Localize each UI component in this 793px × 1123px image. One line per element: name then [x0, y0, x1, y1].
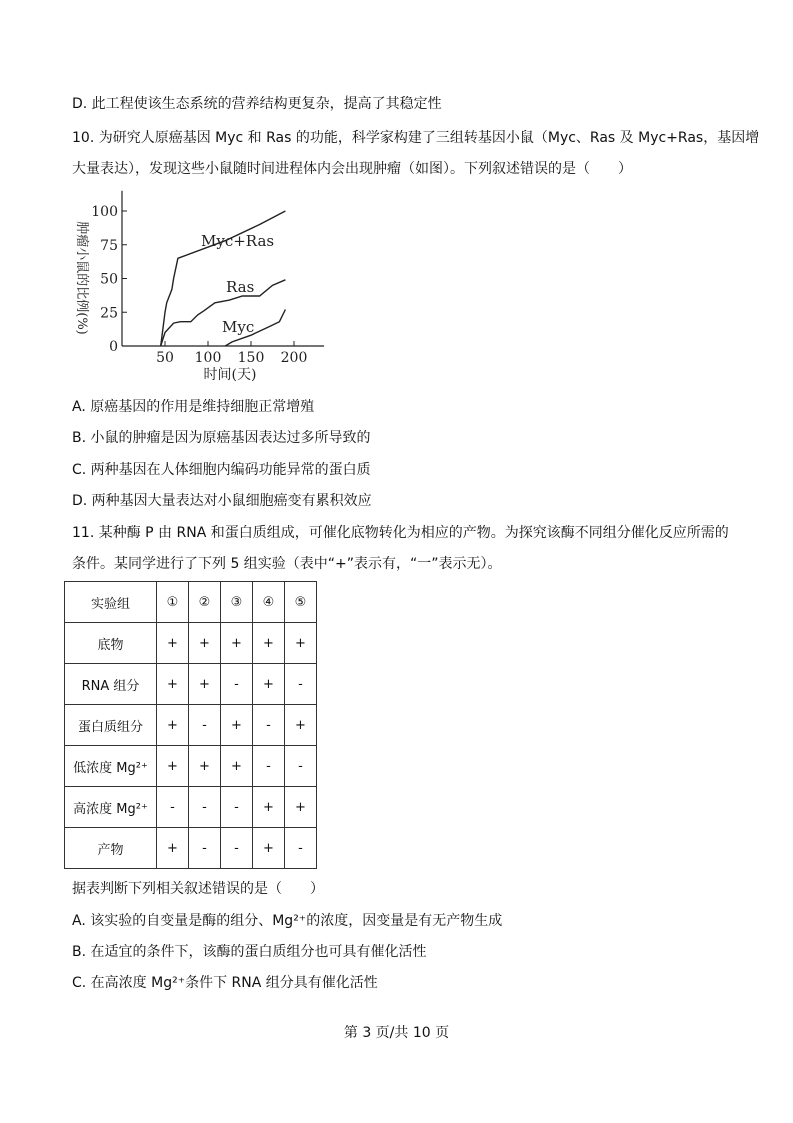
- q11-option-c: C. 在高浓度 Mg²⁺条件下 RNA 组分具有催化活性: [72, 975, 378, 991]
- y-tick-label: 75: [100, 237, 118, 254]
- table-header-cell: ②: [189, 582, 221, 623]
- series-line-ras: [161, 280, 286, 346]
- table-cell: +: [253, 664, 285, 705]
- table-cell: -: [285, 746, 317, 787]
- series-labels: [201, 232, 274, 336]
- table-cell: -: [189, 828, 221, 869]
- table-cell: -: [221, 664, 253, 705]
- page-number: 第 3 页/共 10 页: [343, 1025, 450, 1041]
- series-label-myc: Myc: [222, 318, 255, 336]
- experiment-table: [64, 581, 317, 869]
- table-header-cell: 实验组: [65, 582, 157, 623]
- q11-question: 据表判断下列相关叙述错误的是（ ）: [72, 881, 324, 897]
- q10-option-c: C. 两种基因在人体细胞内编码功能异常的蛋白质: [72, 462, 371, 478]
- table-cell: +: [285, 705, 317, 746]
- table-cell: +: [157, 828, 189, 869]
- table-cell: +: [253, 828, 285, 869]
- series-label-ras: Ras: [226, 278, 255, 296]
- table-cell: +: [221, 746, 253, 787]
- table-cell: -: [157, 787, 189, 828]
- q10-stem-line1: 10. 为研究人原癌基因 Myc 和 Ras 的功能，科学家构建了三组转基因小鼠（Myc、Ras 及 Myc+Ras，基因增: [72, 130, 760, 146]
- table-row: [65, 828, 317, 869]
- x-tick-label: 100: [194, 350, 222, 366]
- q11-stem-line1: 11. 某种酶 P 由 RNA 和蛋白质组成，可催化底物转化为相应的产物。为探究该酶不同组分催化反应所需的: [72, 525, 729, 541]
- q11-option-b: B. 在适宜的条件下，该酶的蛋白质组分也可具有催化活性: [72, 944, 427, 960]
- table-cell: -: [221, 828, 253, 869]
- table-header-cell: ⑤: [285, 582, 317, 623]
- table-cell: +: [285, 623, 317, 664]
- table-cell: -: [189, 787, 221, 828]
- table-cell: -: [285, 664, 317, 705]
- row-label: 高浓度 Mg²⁺: [65, 787, 157, 828]
- table-cell: +: [221, 623, 253, 664]
- table-cell: +: [157, 664, 189, 705]
- q10-option-a: A. 原癌基因的作用是维持细胞正常增殖: [72, 399, 315, 415]
- y-axis-label: 肿瘤小鼠的比例(%): [74, 221, 89, 335]
- table-cell: +: [189, 746, 221, 787]
- q11-option-a: A. 该实验的自变量是酶的组分、Mg²⁺的浓度，因变量是有无产物生成: [72, 913, 503, 929]
- table-cell: +: [157, 705, 189, 746]
- table-cell: +: [157, 746, 189, 787]
- table-cell: -: [285, 828, 317, 869]
- row-label: RNA 组分: [65, 664, 157, 705]
- table-cell: -: [189, 705, 221, 746]
- table-header-row: [65, 582, 317, 623]
- y-tick-label: 0: [109, 339, 118, 355]
- table-cell: +: [221, 705, 253, 746]
- table-header-cell: ①: [157, 582, 189, 623]
- table-cell: +: [253, 787, 285, 828]
- table-row: [65, 705, 317, 746]
- table-cell: +: [157, 623, 189, 664]
- table-cell: +: [189, 664, 221, 705]
- table-row: [65, 623, 317, 664]
- table-cell: -: [221, 787, 253, 828]
- y-tick-label: 25: [100, 305, 118, 322]
- row-label: 底物: [65, 623, 157, 664]
- q10-stem-line2: 大量表达），发现这些小鼠随时间进程体内会出现肿瘤（如图）。下列叙述错误的是（ ）: [72, 161, 632, 177]
- table-row: [65, 664, 317, 705]
- table-cell: +: [189, 623, 221, 664]
- q11-stem-line2: 条件。某同学进行了下列 5 组实验（表中“+”表示有，“一”表示无）。: [72, 556, 502, 572]
- table-cell: -: [253, 705, 285, 746]
- x-axis-label: 时间(天): [203, 367, 257, 383]
- row-label: 产物: [65, 828, 157, 869]
- row-label: 蛋白质组分: [65, 705, 157, 746]
- x-tick-label: 200: [280, 350, 308, 366]
- table-header-cell: ③: [221, 582, 253, 623]
- x-tick-label: 150: [237, 350, 265, 366]
- table-cell: +: [253, 623, 285, 664]
- tumor-chart: [64, 186, 344, 386]
- y-tick-label: 50: [100, 271, 118, 288]
- table-header-cell: ④: [253, 582, 285, 623]
- table-cell: +: [285, 787, 317, 828]
- table-cell: -: [253, 746, 285, 787]
- q10-option-d: D. 两种基因大量表达对小鼠细胞癌变有累积效应: [72, 493, 372, 509]
- q10-option-b: B. 小鼠的肿瘤是因为原癌基因表达过多所导致的: [72, 430, 371, 446]
- row-label: 低浓度 Mg²⁺: [65, 746, 157, 787]
- q9-option-d: D. 此工程使该生态系统的营养结构更复杂，提高了其稳定性: [72, 96, 442, 112]
- x-ticks: [156, 341, 307, 366]
- y-tick-label: 100: [91, 204, 118, 220]
- x-tick-label: 50: [156, 350, 174, 366]
- table-row: [65, 746, 317, 787]
- table-row: [65, 787, 317, 828]
- series-label-myc-ras: Myc+Ras: [201, 232, 275, 250]
